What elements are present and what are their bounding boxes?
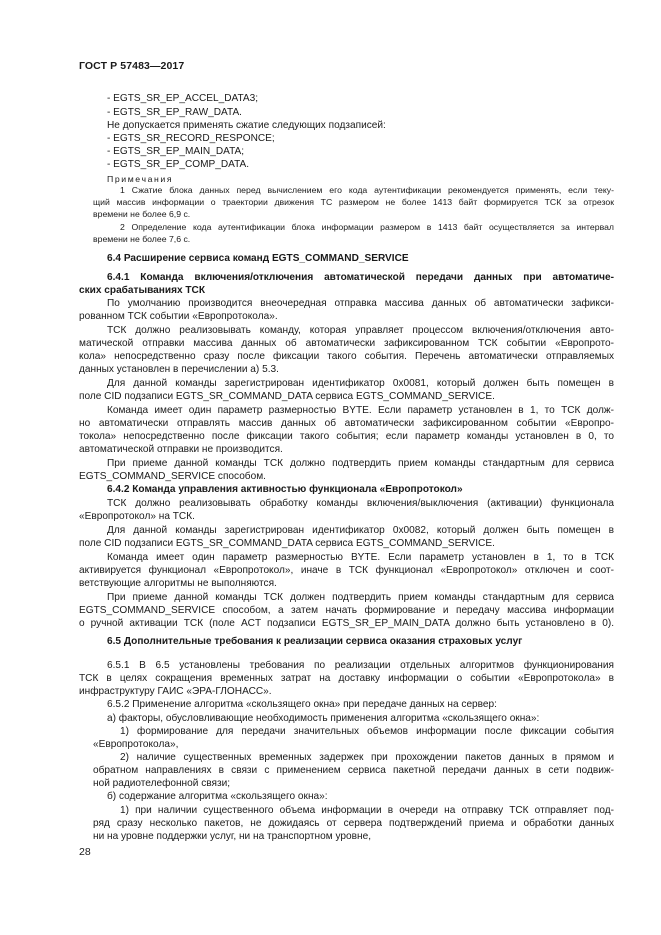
text-line: - EGTS_SR_EP_COMP_DATA. — [107, 159, 250, 170]
text-line: 6.5.1 В 6.5 установлены требования по реализации отдельных алгоритмов функционирования — [107, 660, 614, 671]
text-line: токола» непосредственно после фиксации такого события; если параметр команды установлен в 0, то — [79, 431, 614, 442]
text-line: При приеме данной команды ТСК должен подтвердить прием команды стандартным для сервиса — [107, 592, 614, 603]
text-line: 6.4.1 Команда включения/отключения автоматической передачи данных при автоматиче- — [107, 272, 614, 283]
text-line: 6.5 Дополнительные требования к реализации сервиса оказания страховых услуг — [107, 636, 523, 647]
text-line: 6.4.2 Команда управления активностью функционала «Европротокол» — [107, 484, 463, 495]
text-line: а) факторы, обусловливающие необходимость применения алгоритма «скользящего окна»: — [107, 713, 540, 724]
text-line: «Европротокола», — [93, 739, 179, 750]
text-line: обратном направлениях в связи с применением сервиса пакетной передачи данных в сети подвиж- — [93, 765, 614, 776]
text-line: Не допускается применять сжатие следующих подзаписей: — [107, 120, 386, 131]
text-line: о ручной активации ТСК (поле ACT подзаписи EGTS_SR_EP_MAIN_DATA должно быть установлено в 0). — [79, 618, 614, 629]
text-line: EGTS_COMMAND_SERVICE способом. — [79, 471, 266, 482]
text-line: ной радиотелефонной связи; — [93, 778, 231, 789]
text-line: рованном ТСК событии «Европротокола». — [79, 311, 278, 322]
text-line: Для данной команды зарегистрирован идентификатор 0x0082, который должен быть помещен в — [107, 525, 614, 536]
text-line: - EGTS_SR_EP_RAW_DATA. — [107, 107, 242, 118]
text-line: автоматической отправки не производится. — [79, 444, 283, 455]
text-line: - EGTS_SR_EP_ACCEL_DATA3; — [107, 93, 259, 104]
document-header: ГОСТ Р 57483—2017 — [79, 60, 185, 72]
text-line: поле CID подзаписи EGTS_SR_COMMAND_DATA сервиса EGTS_COMMAND_SERVICE. — [79, 538, 495, 549]
text-line: 1) формирование для передачи значительных объемов информации после фиксации события — [120, 726, 614, 737]
text-line: ветствующие алгоритмы не выполняются. — [79, 578, 277, 589]
page-number: 28 — [79, 846, 91, 858]
text-line: щий массив информации о траектории движения ТС размером не более 1413 байт формируется ТСК за отрезок — [93, 197, 614, 207]
text-line: матической отправки массива данных об автоматически зафиксированном ТСК событии «Европрото- — [79, 338, 614, 349]
text-line: ТСК должно реализовывать обработку команды включения/выключения (активации) функционала — [107, 498, 614, 509]
text-line: но автоматически отправлять массив данных об автоматически зафиксированном событии «Европро- — [79, 418, 614, 429]
text-line: 6.4 Расширение сервиса команд EGTS_COMMAND_SERVICE — [107, 253, 409, 264]
text-line: ских срабатываниях ТСК — [79, 285, 206, 296]
text-line: 6.5.2 Применение алгоритма «скользящего окна» при передаче данных на сервер: — [107, 699, 497, 710]
text-line: - EGTS_SR_EP_MAIN_DATA; — [107, 146, 245, 157]
text-line: EGTS_COMMAND_SERVICE способом, а затем начать формирование и передачу массива информации — [79, 605, 614, 616]
text-line: кола» непосредственно сразу после фиксации такого события. Перечень автоматически отправляемых — [79, 351, 614, 362]
text-line: поле CID подзаписи EGTS_SR_COMMAND_DATA сервиса EGTS_COMMAND_SERVICE. — [79, 391, 495, 402]
text-line: ТСК в целях сокращения временных затрат на доставку информации о событии «Европротокола» в — [79, 673, 614, 684]
text-line: По умолчанию производится внеочередная отправка массива данных об автоматически зафикси- — [107, 298, 614, 309]
text-line: ТСК должно реализовывать команду, которая управляет процессом включения/отключения авто- — [107, 325, 614, 336]
text-line: «Европротокол» на ТСК. — [79, 511, 195, 522]
text-line: времени не более 6,9 с. — [93, 209, 191, 219]
text-line: 1 Сжатие блока данных перед вычислением его кода аутентификации рекомендуется применять, если теку- — [120, 185, 614, 195]
text-line: данных установлен в перечислении а) 5.3. — [79, 364, 279, 375]
text-line: Команда имеет один параметр размерностью BYTE. Если параметр установлен в 1, то ТСК долж- — [107, 405, 614, 416]
text-line: Для данной команды зарегистрирован идентификатор 0x0081, который должен быть помещен в — [107, 378, 614, 389]
text-line: ряд сразу несколько пакетов, не дожидаясь от сервера подтверждений приема и обработки данных — [93, 818, 614, 829]
text-line: 2 Определение кода аутентификации блока информации размером в 1413 байт осуществляется за интервал — [120, 222, 614, 232]
text-line: инфраструктуру ГАИС «ЭРА-ГЛОНАСС». — [79, 686, 272, 697]
text-line: 1) при наличии существенного объема информации в очереди на отправку ТСК отправляет под- — [120, 805, 614, 816]
text-line: ни на уровне поддержки услуг, ни на транспортном уровне, — [93, 831, 371, 842]
text-line: При приеме данной команды ТСК должно подтвердить прием команды стандартным для сервиса — [107, 458, 614, 469]
text-line: Команда имеет один параметр размерностью BYTE. Если параметр установлен в 1, то в ТСК — [107, 552, 614, 563]
text-line: времени не более 7,6 с. — [93, 234, 191, 244]
text-line: б) содержание алгоритма «скользящего окна»: — [107, 791, 328, 802]
text-line: активируется функционал «Европротокол», иначе в ТСК функционал «Европротокол» отключен и соот- — [79, 565, 614, 576]
text-line: 2) наличие существенных временных задержек при прохождении пакетов данных в прямом и — [120, 752, 614, 763]
text-line: - EGTS_SR_RECORD_RESPONCE; — [107, 133, 275, 144]
text-line: Примечания — [107, 174, 174, 184]
